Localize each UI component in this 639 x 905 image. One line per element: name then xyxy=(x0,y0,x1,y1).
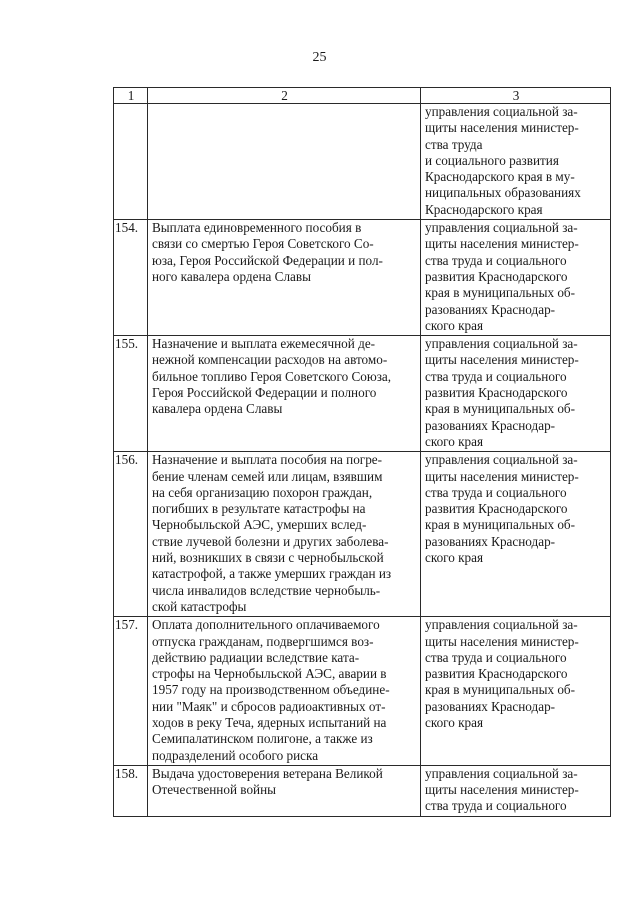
organization-line: щиты населения министер- xyxy=(425,352,579,368)
organization-line: щиты населения министер- xyxy=(425,236,579,252)
organization-line: ства труда и социального xyxy=(425,252,567,268)
description-line: Героя Российской Федерации и полного xyxy=(152,385,377,401)
organization-line: управления социальной за- xyxy=(425,220,578,236)
table-header-row xyxy=(114,88,611,104)
description-line: Семипалатинском полигоне, а также из xyxy=(152,731,373,747)
description-line: юза, Героя Российской Федерации и пол- xyxy=(152,252,383,268)
row-number: 156. xyxy=(114,452,148,617)
table-row xyxy=(114,452,611,617)
row-number: 157. xyxy=(114,617,148,766)
description-line: Отечественной войны xyxy=(152,782,277,798)
description-line: Назначение и выплата ежемесячной де- xyxy=(152,336,376,352)
organization-line: ства труда xyxy=(425,136,483,152)
service-description xyxy=(148,452,421,617)
organization-line: развития Краснодарского xyxy=(425,385,568,401)
organization-line: развития Краснодарского xyxy=(425,666,568,682)
row-number: 158. xyxy=(114,765,148,816)
organization-line: края в муниципальных об- xyxy=(425,285,576,301)
header-col-1: 1 xyxy=(114,88,148,104)
header-col-3: 3 xyxy=(421,88,611,104)
header-col-2: 2 xyxy=(148,88,421,104)
page-number: 25 xyxy=(312,50,327,65)
description-line: катастрофой, а также умерших граждан из xyxy=(152,566,392,582)
row-number: 155. xyxy=(114,336,148,452)
description-line: ного кавалера ордена Славы xyxy=(152,268,311,284)
row-number: 154. xyxy=(114,220,148,336)
organization-line: управления социальной за- xyxy=(425,617,578,633)
description-line: бение членам семей или лицам, взявшим xyxy=(152,468,383,484)
description-line: Чернобыльской АЭС, умерших вслед- xyxy=(152,517,367,533)
responsible-organization xyxy=(421,104,611,220)
description-line: связи со смертью Героя Советского Со- xyxy=(152,236,374,252)
organization-line: развития Краснодарского xyxy=(425,501,568,517)
organization-line: края в муниципальных об- xyxy=(425,401,576,417)
responsible-organization xyxy=(421,617,611,766)
description-line: ствие лучевой болезни и других заболева- xyxy=(152,533,389,549)
service-description xyxy=(148,220,421,336)
organization-line: края в муниципальных об- xyxy=(425,517,576,533)
row-number xyxy=(114,104,148,220)
organization-line: ства труда и социального xyxy=(425,368,567,384)
organization-line: управления социальной за- xyxy=(425,765,578,781)
table-row xyxy=(114,336,611,452)
description-line: на себя организацию похорон граждан, xyxy=(152,484,373,500)
description-line: действию радиации вследствие ката- xyxy=(152,649,360,665)
description-line: отпуска гражданам, подвергшимся воз- xyxy=(152,633,374,649)
table-body xyxy=(114,104,611,817)
table-row xyxy=(114,617,611,766)
responsible-organization xyxy=(421,220,611,336)
services-table xyxy=(113,87,611,817)
table-row xyxy=(114,104,611,220)
organization-line: ского края xyxy=(425,550,484,566)
organization-line: разованиях Краснодар- xyxy=(425,301,556,317)
service-description xyxy=(148,617,421,766)
organization-line: разованиях Краснодар- xyxy=(425,417,556,433)
organization-line: разованиях Краснодар- xyxy=(425,533,556,549)
responsible-organization xyxy=(421,452,611,617)
organization-line: ства труда и социального xyxy=(425,649,567,665)
description-line: подразделений особого риска xyxy=(152,747,319,763)
service-description xyxy=(148,104,421,220)
table-row xyxy=(114,220,611,336)
organization-line: развития Краснодарского xyxy=(425,268,568,284)
description-line: Оплата дополнительного оплачиваемого xyxy=(152,617,380,633)
table-row xyxy=(114,765,611,816)
organization-line: Краснодарского края в му- xyxy=(425,169,575,185)
organization-line: ского края xyxy=(425,317,484,333)
organization-line: разованиях Краснодар- xyxy=(425,698,556,714)
description-line: бильное топливо Героя Советского Союза, xyxy=(152,368,392,384)
organization-line: края в муниципальных об- xyxy=(425,682,576,698)
organization-line: Краснодарского края xyxy=(425,201,543,217)
description-line: кавалера ордена Славы xyxy=(152,401,283,417)
organization-line: управления социальной за- xyxy=(425,452,578,468)
organization-line: щиты населения министер- xyxy=(425,782,579,798)
description-line: Выдача удостоверения ветерана Великой xyxy=(152,765,383,781)
description-line: Назначение и выплата пособия на погре- xyxy=(152,452,383,468)
description-line: погибших в результате катастрофы на xyxy=(152,501,366,517)
organization-line: щиты населения министер- xyxy=(425,120,579,136)
organization-line: щиты населения министер- xyxy=(425,633,579,649)
description-line: ской катастрофы xyxy=(152,598,247,614)
description-line: 1957 году на производственном объедине- xyxy=(152,682,390,698)
description-line: ходов в реку Теча, ядерных испытаний на xyxy=(152,714,387,730)
organization-line: ского края xyxy=(425,433,484,449)
description-line: числа инвалидов вследствие чернобыль- xyxy=(152,582,381,598)
description-line: строфы на Чернобыльской АЭС, аварии в xyxy=(152,666,387,682)
organization-line: ства труда и социального xyxy=(425,484,567,500)
organization-line: ниципальных образованиях xyxy=(425,185,581,201)
organization-line: ства труда и социального xyxy=(425,798,567,814)
organization-line: щиты населения министер- xyxy=(425,468,579,484)
responsible-organization xyxy=(421,336,611,452)
organization-line: и социального развития xyxy=(425,152,559,168)
description-line: нии "Маяк" и сбросов радиоактивных от- xyxy=(152,698,386,714)
organization-line: управления социальной за- xyxy=(425,336,578,352)
description-line: Выплата единовременного пособия в xyxy=(152,220,362,236)
responsible-organization xyxy=(421,765,611,816)
organization-line: ского края xyxy=(425,714,484,730)
organization-line: управления социальной за- xyxy=(425,104,578,119)
service-description xyxy=(148,336,421,452)
description-line: ний, возникших в связи с чернобыльской xyxy=(152,550,384,566)
description-line: нежной компенсации расходов на автомо- xyxy=(152,352,388,368)
service-description xyxy=(148,765,421,816)
